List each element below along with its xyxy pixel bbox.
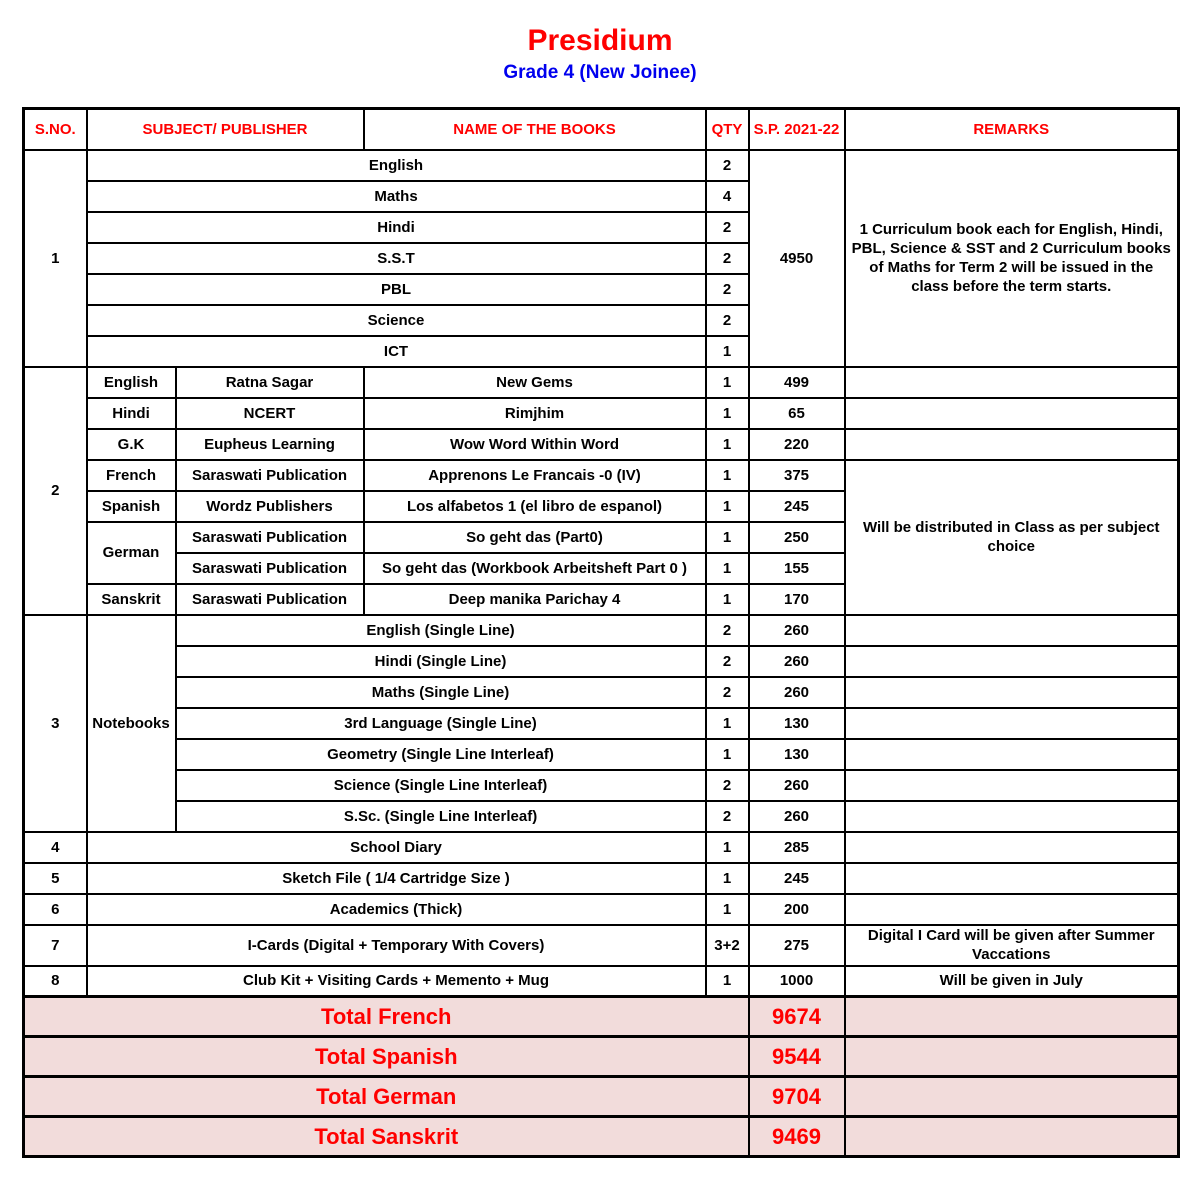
section2-publisher: Saraswati Publication: [176, 584, 364, 615]
total-label: Total German: [24, 1077, 749, 1117]
header-qty: QTY: [706, 109, 749, 150]
section3-name: Geometry (Single Line Interleaf): [176, 739, 706, 770]
section2-book: Los alfabetos 1 (el libro de espanol): [364, 491, 706, 522]
section1-name: Science: [87, 305, 706, 336]
section2-subject: German: [87, 522, 176, 584]
misc-sno: 7: [24, 925, 87, 966]
misc-remark: [845, 863, 1179, 894]
table-row: [24, 801, 1179, 832]
section1-name: S.S.T: [87, 243, 706, 274]
misc-qty: 1: [706, 832, 749, 863]
misc-name: Club Kit + Visiting Cards + Memento + Mug: [87, 966, 706, 997]
table-row: [24, 150, 1179, 181]
section2-subject: G.K: [87, 429, 176, 460]
section2-qty: 1: [706, 460, 749, 491]
table-header-row: [24, 109, 1179, 150]
section2-publisher: Eupheus Learning: [176, 429, 364, 460]
section2-sp: 250: [749, 522, 845, 553]
section3-sp: 130: [749, 739, 845, 770]
header-sp: S.P. 2021-22: [749, 109, 845, 150]
section3-sp: 260: [749, 770, 845, 801]
section2-book: Apprenons Le Francais -0 (IV): [364, 460, 706, 491]
section2-sp: 155: [749, 553, 845, 584]
section3-qty: 2: [706, 615, 749, 646]
section3-name: English (Single Line): [176, 615, 706, 646]
total-row: [24, 997, 1179, 1037]
misc-sp: 285: [749, 832, 845, 863]
misc-qty: 1: [706, 966, 749, 997]
section2-subject: Sanskrit: [87, 584, 176, 615]
table-row: [24, 894, 1179, 925]
section3-remark-empty: [845, 615, 1179, 646]
section2-qty: 1: [706, 522, 749, 553]
table-row: [24, 615, 1179, 646]
section2-qty: 1: [706, 584, 749, 615]
section2-book: Deep manika Parichay 4: [364, 584, 706, 615]
misc-remark: Will be given in July: [845, 966, 1179, 997]
table-row: [24, 925, 1179, 966]
total-row: [24, 1117, 1179, 1157]
misc-remark: [845, 832, 1179, 863]
total-label: Total Sanskrit: [24, 1117, 749, 1157]
section1-qty: 2: [706, 150, 749, 181]
misc-sp: 1000: [749, 966, 845, 997]
misc-sno: 8: [24, 966, 87, 997]
section1-sp: 4950: [749, 150, 845, 367]
section2-remark-empty: [845, 429, 1179, 460]
section1-qty: 2: [706, 274, 749, 305]
misc-sno: 6: [24, 894, 87, 925]
section3-sp: 130: [749, 708, 845, 739]
section1-name: PBL: [87, 274, 706, 305]
total-label: Total French: [24, 997, 749, 1037]
section2-remark-empty: [845, 398, 1179, 429]
total-row: [24, 1037, 1179, 1077]
table-row: [24, 429, 1179, 460]
page-title: Presidium: [527, 24, 673, 57]
section2-sno: 2: [24, 367, 87, 615]
table-row: [24, 367, 1179, 398]
misc-remark: Digital I Card will be given after Summer Vaccations: [845, 925, 1179, 966]
table-row: [24, 832, 1179, 863]
section2-publisher: Wordz Publishers: [176, 491, 364, 522]
total-remark-empty: [845, 997, 1179, 1037]
section2-sp: 499: [749, 367, 845, 398]
section1-name: English: [87, 150, 706, 181]
section3-qty: 2: [706, 770, 749, 801]
book-list-table: [22, 107, 1180, 1158]
table-row: [24, 708, 1179, 739]
section2-publisher: Saraswati Publication: [176, 460, 364, 491]
misc-qty: 1: [706, 894, 749, 925]
total-value: 9674: [749, 997, 845, 1037]
section1-name: Hindi: [87, 212, 706, 243]
section3-remark-empty: [845, 708, 1179, 739]
misc-name: Academics (Thick): [87, 894, 706, 925]
section2-publisher: Ratna Sagar: [176, 367, 364, 398]
section1-qty: 4: [706, 181, 749, 212]
section2-book: New Gems: [364, 367, 706, 398]
section2-subject: Hindi: [87, 398, 176, 429]
section2-sp: 65: [749, 398, 845, 429]
header-books: NAME OF THE BOOKS: [364, 109, 706, 150]
total-value: 9704: [749, 1077, 845, 1117]
misc-remark: [845, 894, 1179, 925]
section3-name: Science (Single Line Interleaf): [176, 770, 706, 801]
table-row: [24, 863, 1179, 894]
section3-sp: 260: [749, 801, 845, 832]
section1-qty: 2: [706, 243, 749, 274]
section3-label: Notebooks: [87, 615, 176, 832]
total-row: [24, 1077, 1179, 1117]
section1-sno: 1: [24, 150, 87, 367]
section3-sp: 260: [749, 615, 845, 646]
section3-qty: 2: [706, 677, 749, 708]
section2-qty: 1: [706, 491, 749, 522]
section3-remark-empty: [845, 646, 1179, 677]
section1-qty: 1: [706, 336, 749, 367]
section3-qty: 1: [706, 708, 749, 739]
section3-qty: 1: [706, 739, 749, 770]
page-subtitle: Grade 4 (New Joinee): [503, 62, 697, 83]
section3-sno: 3: [24, 615, 87, 832]
table-row: [24, 770, 1179, 801]
misc-qty: 1: [706, 863, 749, 894]
misc-sp: 275: [749, 925, 845, 966]
misc-name: Sketch File ( 1/4 Cartridge Size ): [87, 863, 706, 894]
section2-subject: Spanish: [87, 491, 176, 522]
table-row: [24, 646, 1179, 677]
section2-qty: 1: [706, 398, 749, 429]
section2-book: So geht das (Part0): [364, 522, 706, 553]
section3-sp: 260: [749, 677, 845, 708]
section3-name: Hindi (Single Line): [176, 646, 706, 677]
table-row: [24, 398, 1179, 429]
total-remark-empty: [845, 1117, 1179, 1157]
section3-name: Maths (Single Line): [176, 677, 706, 708]
section1-qty: 2: [706, 305, 749, 336]
misc-sno: 4: [24, 832, 87, 863]
section2-publisher: Saraswati Publication: [176, 522, 364, 553]
section2-publisher: Saraswati Publication: [176, 553, 364, 584]
total-remark-empty: [845, 1037, 1179, 1077]
section2-sp: 245: [749, 491, 845, 522]
section3-remark-empty: [845, 770, 1179, 801]
section1-remark: 1 Curriculum book each for English, Hindi, PBL, Science & SST and 2 Curriculum books of Maths for Term 2 will be issued in the class before the term starts.: [845, 150, 1179, 367]
section2-subject: English: [87, 367, 176, 398]
section3-qty: 2: [706, 801, 749, 832]
section1-name: Maths: [87, 181, 706, 212]
section2-subject: French: [87, 460, 176, 491]
section3-remark-empty: [845, 739, 1179, 770]
misc-qty: 3+2: [706, 925, 749, 966]
section3-qty: 2: [706, 646, 749, 677]
section2-qty: 1: [706, 429, 749, 460]
total-remark-empty: [845, 1077, 1179, 1117]
section2-publisher: NCERT: [176, 398, 364, 429]
section2-qty: 1: [706, 367, 749, 398]
section3-remark-empty: [845, 677, 1179, 708]
section2-remark-empty: [845, 367, 1179, 398]
misc-sp: 200: [749, 894, 845, 925]
header-remarks: REMARKS: [845, 109, 1179, 150]
section2-book: Wow Word Within Word: [364, 429, 706, 460]
section2-book: Rimjhim: [364, 398, 706, 429]
total-label: Total Spanish: [24, 1037, 749, 1077]
section2-sp: 220: [749, 429, 845, 460]
section2-sp: 375: [749, 460, 845, 491]
table-row: [24, 966, 1179, 997]
misc-name: School Diary: [87, 832, 706, 863]
section2-sp: 170: [749, 584, 845, 615]
total-value: 9544: [749, 1037, 845, 1077]
misc-name: I-Cards (Digital + Temporary With Covers): [87, 925, 706, 966]
table-row: [24, 460, 1179, 491]
section2-remark: Will be distributed in Class as per subject choice: [845, 460, 1179, 615]
section3-sp: 260: [749, 646, 845, 677]
total-value: 9469: [749, 1117, 845, 1157]
misc-sno: 5: [24, 863, 87, 894]
section1-qty: 2: [706, 212, 749, 243]
header-subject: SUBJECT/ PUBLISHER: [87, 109, 364, 150]
section1-name: ICT: [87, 336, 706, 367]
section3-name: S.Sc. (Single Line Interleaf): [176, 801, 706, 832]
header-sno: S.NO.: [24, 109, 87, 150]
section2-book: So geht das (Workbook Arbeitsheft Part 0 ): [364, 553, 706, 584]
misc-sp: 245: [749, 863, 845, 894]
section3-remark-empty: [845, 801, 1179, 832]
section2-qty: 1: [706, 553, 749, 584]
section3-name: 3rd Language (Single Line): [176, 708, 706, 739]
table-row: [24, 677, 1179, 708]
table-row: [24, 739, 1179, 770]
